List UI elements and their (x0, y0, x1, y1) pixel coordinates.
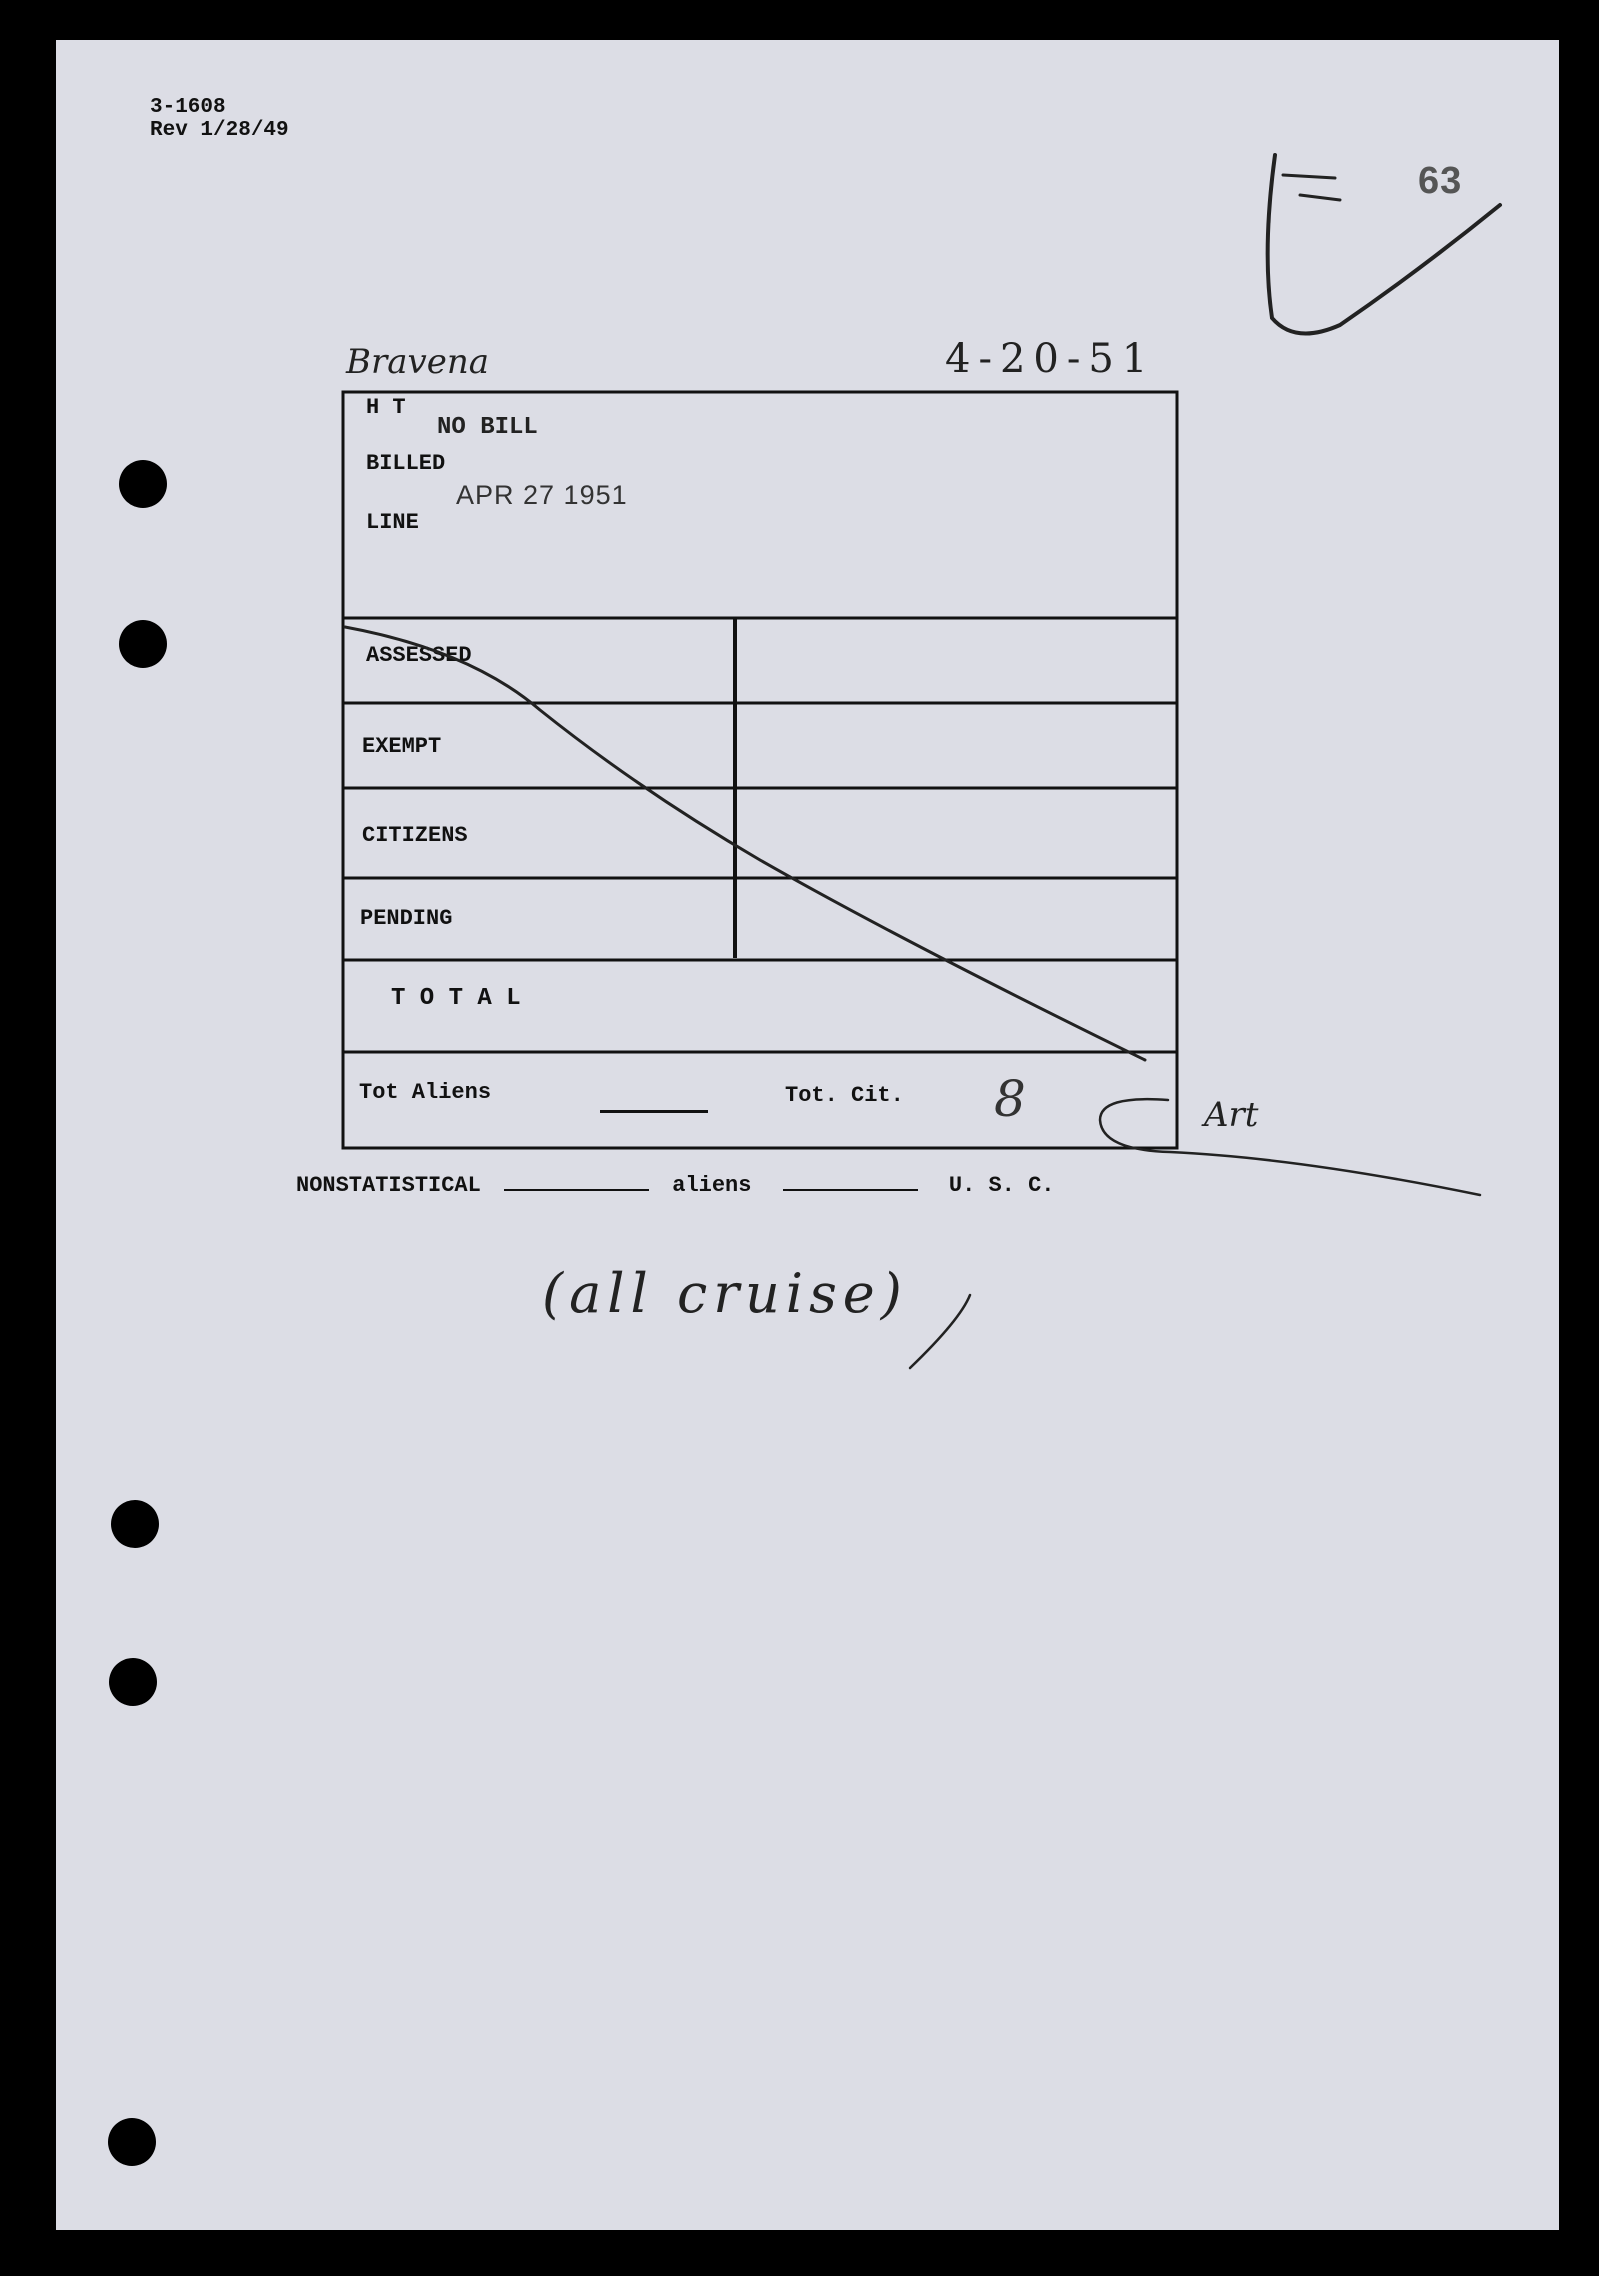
aliens-label: aliens (672, 1173, 752, 1198)
usc-label: U. S. C. (948, 1173, 1055, 1198)
tot-aliens-label: Tot Aliens (359, 1080, 492, 1105)
corner-scribble (1283, 175, 1340, 200)
tot-cit-label: Tot. Cit. (785, 1083, 904, 1108)
date-handwritten: 4-20-51 (945, 336, 1156, 382)
assessed-label: ASSESSED (366, 643, 472, 668)
line-label: LINE (366, 510, 419, 535)
checkmark-stroke (1268, 155, 1500, 334)
handwritten-note: (all cruise) (542, 1262, 908, 1325)
citizens-label: CITIZENS (362, 823, 468, 848)
no-bill-stamp: NO BILL (437, 414, 538, 441)
billed-label: BILLED (366, 451, 446, 476)
pending-label: PENDING (360, 906, 453, 931)
exempt-label: EXEMPT (362, 734, 442, 759)
tot-cit-value: 8 (994, 1070, 1026, 1128)
initials-handwritten: Art (1204, 1095, 1259, 1135)
form-revision: Rev 1/28/49 (150, 119, 289, 142)
corner-mark: 63 (1418, 160, 1463, 202)
total-label: T O T A L (391, 985, 521, 1012)
date-stamp: APR 27 1951 (456, 480, 628, 510)
cancel-stroke (345, 627, 1145, 1060)
ship-name-handwritten: Bravena (346, 342, 490, 382)
form-number: 3-1608 (150, 96, 226, 119)
note-underline (910, 1295, 970, 1368)
ht-label: H T (366, 395, 406, 420)
nonstatistical-label: NONSTATISTICAL (296, 1173, 481, 1198)
form-frame (343, 392, 1177, 1148)
